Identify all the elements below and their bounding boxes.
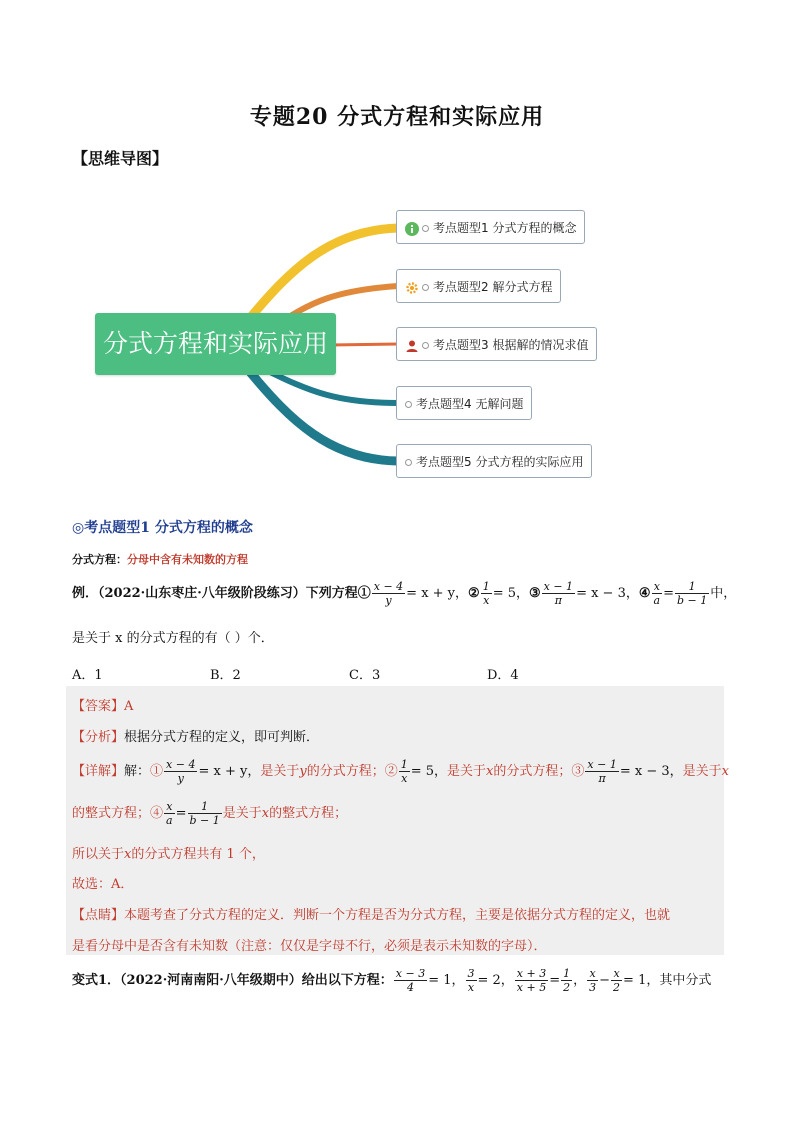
example-question-line2: 是关于 x 的分式方程的有（ ）个． xyxy=(72,631,274,646)
bullet-dot xyxy=(405,401,412,408)
mindmap-topic-5 xyxy=(396,444,592,478)
variable: x xyxy=(124,847,132,862)
answer-line xyxy=(72,695,133,714)
fraction: $\frac{x - 1}{\pi}$ xyxy=(587,758,617,785)
detail-line-1 xyxy=(72,758,729,785)
summary-line xyxy=(72,843,265,862)
fraction: $\frac{1}{x}$ xyxy=(482,580,490,607)
detail-text: 的分式方程； xyxy=(306,764,385,779)
equation-rest: = 5， xyxy=(492,586,529,601)
detail-text: 是关于 xyxy=(682,764,722,779)
fraction: $\frac{1}{b - 1}$ xyxy=(676,580,708,607)
marker-1: ① xyxy=(357,586,371,601)
info-icon xyxy=(405,222,419,236)
bullet-dot xyxy=(422,342,429,349)
mindmap-central-topic: 分式方程和实际应用 xyxy=(95,313,336,375)
equation-rest: = x − 3， xyxy=(576,586,639,601)
analysis-text: 根据分式方程的定义，即可判断． xyxy=(124,730,320,745)
mindmap-topic-3 xyxy=(396,327,597,361)
variable: y xyxy=(299,764,307,779)
marker-4: ④ xyxy=(638,586,651,601)
mindmap-topic-2 xyxy=(396,269,561,303)
bullet-dot xyxy=(405,459,412,466)
bullet-dot xyxy=(422,284,429,291)
comment-line-1 xyxy=(72,904,670,923)
comment-label: 【点睛】 xyxy=(72,908,125,923)
answer-value: A xyxy=(124,699,134,714)
equation-rest: − xyxy=(599,973,611,988)
fraction: $\frac{x - 3}{4}$ xyxy=(395,967,426,994)
branch-1 xyxy=(250,228,398,318)
topic-label: 考点题型3 根据解的情况求值 xyxy=(433,338,589,352)
branch-4 xyxy=(270,372,398,403)
fraction: $\frac{x - 4}{y}$ xyxy=(166,758,196,785)
equation-rest: 中， xyxy=(710,586,737,601)
mindmap-heading: 【思维导图】 xyxy=(72,149,169,168)
fraction: $\frac{1}{x}$ xyxy=(400,758,408,785)
marker-4: ④ xyxy=(150,806,164,821)
fraction: $\frac{1}{2}$ xyxy=(563,967,571,994)
fraction: $\frac{x + 3}{x + 5}$ xyxy=(516,967,547,994)
marker-3: ③ xyxy=(571,764,585,779)
mindmap-topic-1 xyxy=(396,210,585,244)
definition-text: 分母中含有未知数的方程 xyxy=(127,553,248,566)
detail-start: 解： xyxy=(124,764,151,779)
choice-b: B．2 xyxy=(210,668,241,683)
choose-line: 故选：A． xyxy=(72,877,134,892)
marker-2: ② xyxy=(468,586,480,601)
marker-3: ③ xyxy=(528,586,541,601)
fraction: $\frac{x}{a}$ xyxy=(653,580,661,607)
fraction: $\frac{x}{3}$ xyxy=(589,967,597,994)
branch-3 xyxy=(330,344,398,345)
variant-prefix: 变式1．（2022·河南南阳·八年级期中）给出以下方程： xyxy=(72,973,393,988)
marker-2: ② xyxy=(384,764,398,779)
detail-text: 是关于 xyxy=(222,806,262,821)
equation-rest: = 2， xyxy=(477,973,514,988)
detail-text: 的分式方程； xyxy=(493,764,572,779)
analysis-line xyxy=(72,726,319,745)
detail-text: 的整式方程； xyxy=(72,806,151,821)
summary-text: 的分式方程共有 1 个， xyxy=(131,847,265,862)
example-question: 例．（2022·山东枣庄·八年级阶段练习）下列方程① $\frac{x - 4}{y}$ = x + y，② $\frac{1}{x}$ = 5，③ $\frac{x - 1}{\pi}$ = x − 3，④ $\frac{x}{a}$ = $\frac{1}{b - 1}$ 中， xyxy=(72,580,737,607)
summary-text: 所以关于 xyxy=(72,847,125,862)
equation-rest: = 5， xyxy=(410,764,448,779)
equation-rest: = 1，其中分式 xyxy=(623,973,712,988)
fraction: $\frac{1}{b - 1}$ xyxy=(189,800,220,827)
fraction: $\frac{x - 4}{y}$ xyxy=(373,580,404,607)
comment-line-2: 是看分母中是否含有未知数（注意：仅仅是字母不行，必须是表示未知数的字母）． xyxy=(72,939,547,954)
topic-label: 考点题型1 分式方程的概念 xyxy=(433,221,577,235)
topic-label: 考点题型4 无解问题 xyxy=(416,397,524,411)
answer-label: 【答案】 xyxy=(72,699,125,714)
equation-rest: = x + y， xyxy=(406,586,469,601)
variable: x xyxy=(721,764,729,779)
equation-rest: ， xyxy=(573,973,587,988)
topic-label: 考点题型2 解分式方程 xyxy=(433,280,553,294)
section-title: ◎考点题型1 分式方程的概念 xyxy=(72,520,253,536)
equation-rest: = 1， xyxy=(428,973,465,988)
variable: x xyxy=(261,806,270,821)
detail-text: 是关于 xyxy=(447,764,487,779)
definition-label: 分式方程： xyxy=(72,553,127,566)
fraction: $\frac{3}{x}$ xyxy=(467,967,475,994)
equation-rest: = x + y， xyxy=(198,764,261,779)
detail-line-2: 的整式方程；④ $\frac{x}{a}$ = $\frac{1}{b - 1}$ 是关于x的整式方程； xyxy=(72,800,348,827)
definition-line xyxy=(72,551,248,567)
fraction: $\frac{x - 1}{\pi}$ xyxy=(543,580,574,607)
fraction: $\frac{x}{2}$ xyxy=(613,967,621,994)
variant-question xyxy=(72,967,711,994)
equation-rest: = x − 3， xyxy=(619,764,683,779)
example-prefix: 例．（2022·山东枣庄·八年级阶段练习）下列方程 xyxy=(72,586,358,601)
choice-d: D．4 xyxy=(487,668,519,683)
detail-label: 【详解】 xyxy=(72,764,125,779)
analysis-label: 【分析】 xyxy=(72,730,125,745)
person-icon xyxy=(405,339,419,353)
choice-a: A．1 xyxy=(72,668,103,683)
mindmap-topic-4 xyxy=(396,386,532,420)
bullet-dot xyxy=(422,225,429,232)
variable: x xyxy=(486,764,494,779)
page-title: 专题20 分式方程和实际应用 xyxy=(249,104,545,130)
equation-rest: = xyxy=(549,973,561,988)
gear-icon xyxy=(405,281,419,295)
marker-1: ① xyxy=(150,764,164,779)
detail-text: 是关于 xyxy=(260,764,300,779)
comment-text: 本题考查了分式方程的定义．判断一个方程是否为分式方程，主要是依据分式方程的定义，也就 xyxy=(124,908,671,923)
branch-5 xyxy=(250,372,398,461)
detail-text: 的整式方程； xyxy=(269,806,348,821)
topic-label: 考点题型5 分式方程的实际应用 xyxy=(416,455,584,469)
choice-c: C．3 xyxy=(349,668,381,683)
fraction: $\frac{x}{a}$ xyxy=(166,800,173,827)
